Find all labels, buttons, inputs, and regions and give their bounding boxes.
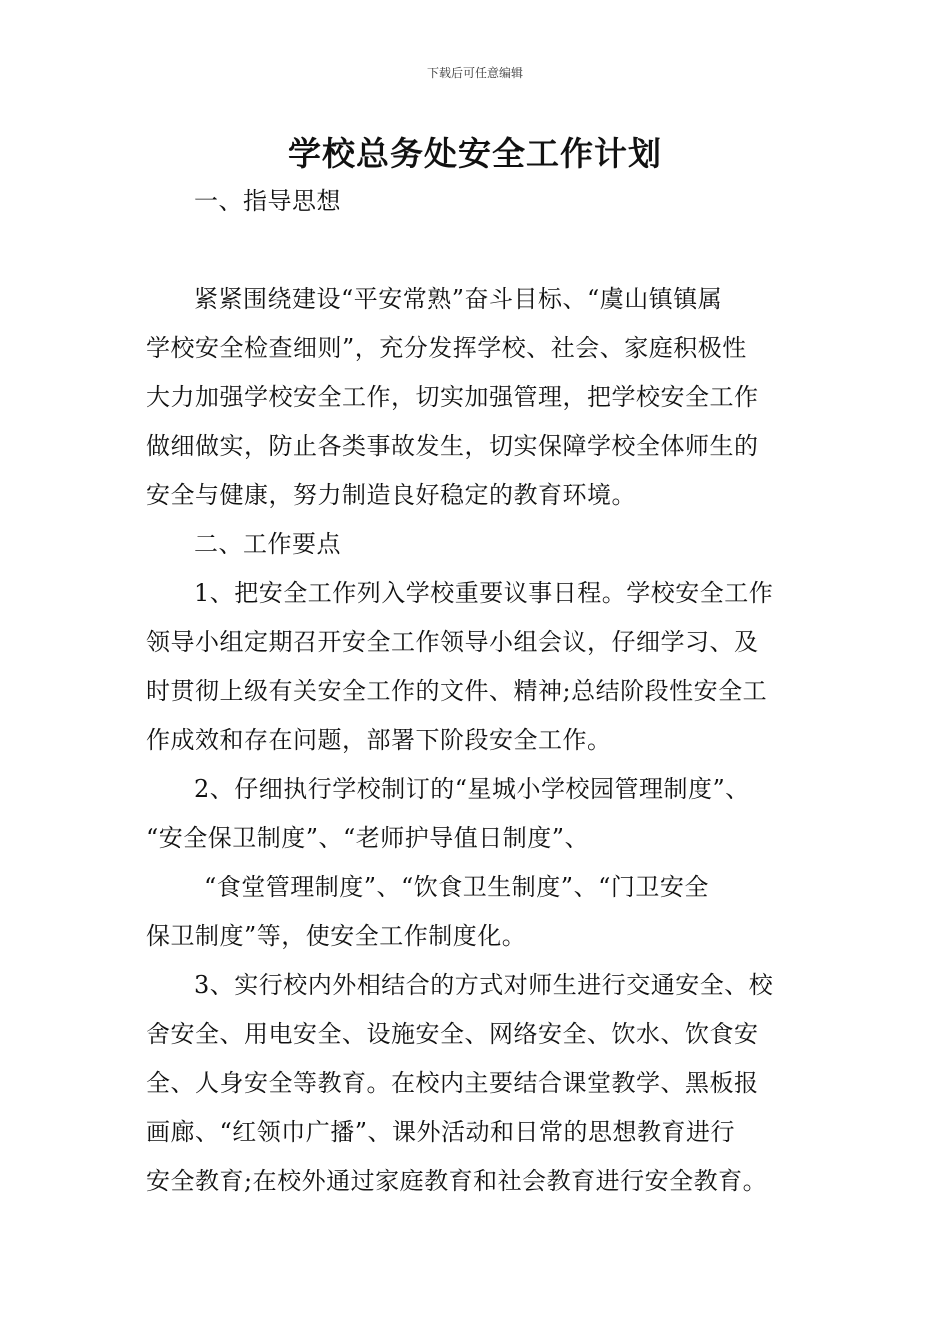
section-heading-work-points [146,520,806,569]
paragraph-line: 全、人身安全等教育。在校内主要结合课堂教学、黑板报 [146,1069,759,1097]
paragraph-line: 学校安全检查细则”，充分发挥学校、社会、家庭积极性 [146,334,747,362]
list-item-3 [146,961,806,1206]
paragraph-line: 做细做实，防止各类事故发生，切实保障学校全体师生的 [146,432,759,460]
paragraph-line: 舍安全、用电安全、设施安全、网络安全、饮水、饮食安 [146,1020,759,1048]
list-item-2 [146,765,806,863]
paragraph-guiding-ideology [146,275,806,1206]
paragraph-line: 大力加强学校安全工作，切实加强管理，把学校安全工作 [146,383,759,411]
paragraph-line: 安全与健康，努力制造良好稳定的教育环境。 [146,481,636,509]
document-title: 学校总务处安全工作计划 [288,134,662,173]
paragraph-line: “食堂管理制度”、“饮食卫生制度”、“门卫安全 [204,873,709,901]
paragraph-line: 领导小组定期召开安全工作领导小组会议，仔细学习、及 [146,628,759,656]
paragraph-line: 2、仔细执行学校制订的“星城小学校园管理制度”、 [194,775,750,803]
paragraph-line: “安全保卫制度”、“老师护导值日制度”、 [146,824,590,852]
section-heading-guiding-ideology [146,177,806,226]
section-heading-text: 一、指导思想 [194,187,341,215]
paragraph-line: 紧紧围绕建设“平安常熟”奋斗目标、“虞山镇镇属 [194,285,723,313]
paragraph-line: 作成效和存在问题，部署下阶段安全工作。 [146,726,612,754]
paragraph-line: 3、实行校内外相结合的方式对师生进行交通安全、校 [194,971,774,999]
paragraph-line: 安全教育;在校外通过家庭教育和社会教育进行安全教育。 [146,1167,768,1195]
paragraph-line: 1、把安全工作列入学校重要议事日程。学校安全工作 [194,579,774,607]
list-item-2-continued [146,863,806,961]
paragraph-line: 保卫制度”等，使安全工作制度化。 [146,922,527,950]
paragraph-line: 时贯彻上级有关安全工作的文件、精神;总结阶段性安全工 [146,677,768,705]
list-item-1 [146,569,806,765]
paragraph-line: 画廊、“红领巾广播”、课外活动和日常的思想教育进行 [146,1118,736,1146]
header-note: 下载后可任意编辑 [426,66,523,80]
section-heading-text: 二、工作要点 [194,530,341,558]
document-body [146,177,806,226]
